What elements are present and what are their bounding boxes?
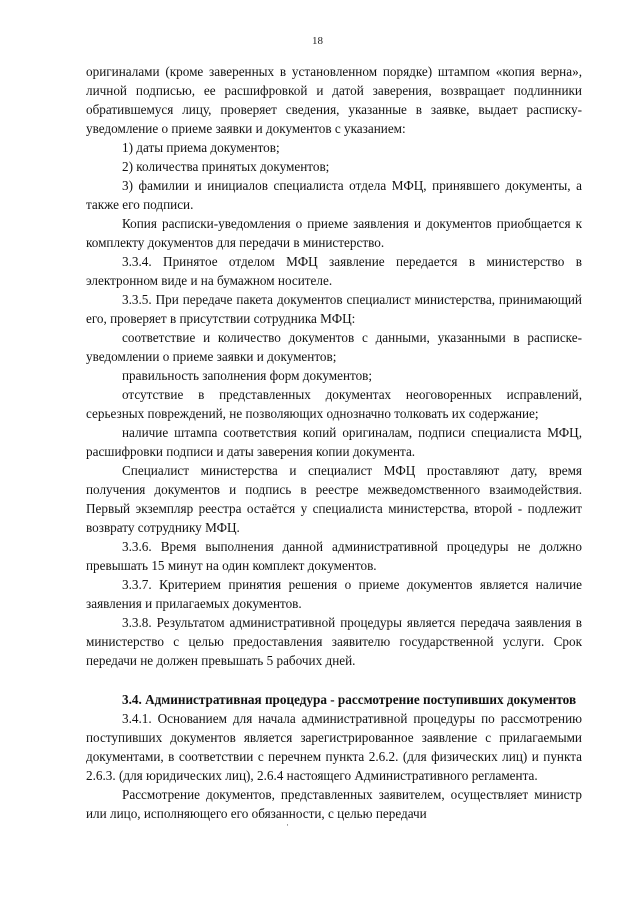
paragraph: 3.3.6. Время выполнения данной административной процедуры не должно превышать 15 минут на один комплект документов.: [86, 539, 582, 573]
section-heading: 3.4. Административная процедура - рассмотрение поступивших документов: [122, 692, 577, 707]
list-item: 2) количества принятых документов;: [122, 159, 330, 174]
document-body: [86, 62, 582, 823]
paragraph: Рассмотрение документов, представленных заявителем, осуществляет министр или лицо, исполняющего его обязанности, с целью передачи: [86, 787, 582, 821]
paragraph: Специалист министерства и специалист МФЦ проставляют дату, время получения документов и подпись в реестре межведомственного взаимодействия. Первый экземпляр реестра остаётся у специалиста министерства, второй - подлежит возврату сотруднику МФЦ.: [86, 463, 582, 535]
paragraph: 3.3.7. Критерием принятия решения о приеме документов является наличие заявления и прилагаемых документов.: [86, 577, 582, 611]
page-number: 18: [312, 35, 323, 47]
paragraph: оригиналами (кроме заверенных в установленном порядке) штампом «копия верна», личной подписью, ее расшифровкой и датой заверения, возвращает подлинники обратившемуся лицу, проверяет сведения, указанные в заявке, выдает расписку-уведомление о приеме заявки и документов с указанием:: [86, 64, 582, 136]
scan-specks: ·: [286, 820, 289, 830]
paragraph: 3.3.8. Результатом административной процедуры является передача заявления в министерство с целью предоставления заявителю государственной услуги. Срок передачи не должен превышать 5 рабочих дней.: [86, 615, 582, 668]
list-item: отсутствие в представленных документах неоговоренных исправлений, серьезных повреждений, не позволяющих однозначно толковать их содержание;: [86, 387, 582, 421]
paragraph: Копия расписки-уведомления о приеме заявления и документов приобщается к комплекту документов для передачи в министерство.: [86, 216, 582, 250]
list-item: 1) даты приема документов;: [122, 140, 280, 155]
paragraph: 3.3.4. Принятое отделом МФЦ заявление передается в министерство в электронном виде и на бумажном носителе.: [86, 254, 582, 288]
paragraph: 3.3.5. При передаче пакета документов специалист министерства, принимающий его, проверяет в присутствии сотрудника МФЦ:: [86, 292, 582, 326]
list-item: правильность заполнения форм документов;: [122, 368, 373, 383]
list-item: 3) фамилии и инициалов специалиста отдела МФЦ, принявшего документы, а также его подписи.: [86, 178, 582, 212]
list-item: наличие штампа соответствия копий оригиналам, подписи специалиста МФЦ, расшифровки подписи и даты заверения копии документа.: [86, 425, 582, 459]
paragraph: 3.4.1. Основанием для начала административной процедуры по рассмотрению поступивших документов является зарегистрированное заявление с прилагаемыми документами, в соответствии с перечнем пункта 2.6.2. (для физических лиц) и пункта 2.6.3. (для юридических лиц), 2.6.4 настоящего Административного регламента.: [86, 711, 582, 783]
list-item: соответствие и количество документов с данными, указанными в расписке-уведомлении о приеме заявки и документов;: [86, 330, 582, 364]
